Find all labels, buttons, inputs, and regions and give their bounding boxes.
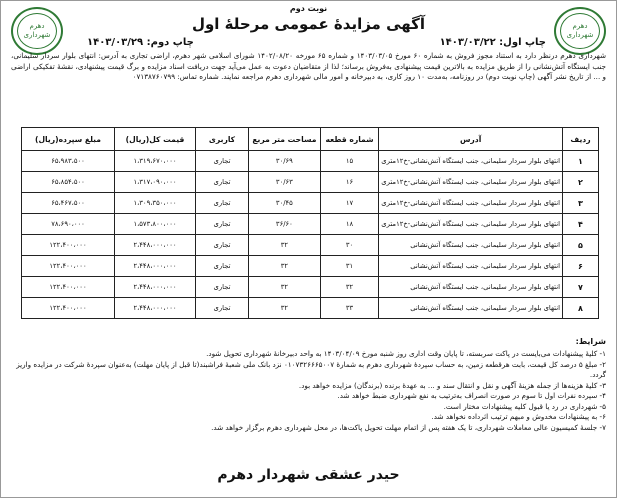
cell-address: انتهای بلوار سردار سلیمانی، جنب ایستگاه آتش‌نشانی bbox=[379, 277, 563, 298]
cell-total-price: ۱،۳۰۹،۳۵۰،۰۰۰ bbox=[114, 193, 195, 214]
cell-area: ۳۲ bbox=[249, 298, 321, 319]
cell-area: ۳۲ bbox=[249, 277, 321, 298]
cell-address: انتهای بلوار سردار سلیمانی، جنب ایستگاه آتش‌نشانی bbox=[379, 256, 563, 277]
table-row bbox=[22, 277, 599, 298]
col-address: آدرس bbox=[379, 128, 563, 151]
cell-address: انتهای بلوار سردار سلیمانی، جنب ایستگاه آتش‌نشانی-خ۱۲متری bbox=[379, 193, 563, 214]
cell-total-price: ۲،۴۴۸،۰۰۰،۰۰۰ bbox=[114, 298, 195, 319]
cell-total-price: ۲،۴۴۸،۰۰۰،۰۰۰ bbox=[114, 256, 195, 277]
cell-parcel-number: ۳۱ bbox=[320, 256, 379, 277]
cell-address: انتهای بلوار سردار سلیمانی، جنب ایستگاه آتش‌نشانی-خ۱۲متری bbox=[379, 151, 563, 172]
cell-row-number: ۱ bbox=[562, 151, 598, 172]
condition-item: ۷- جلسهٔ کمیسیون عالی معاملات شهرداری، تا یک هفته پس از اتمام مهلت تحویل پاکت‌ها، در محل شهرداری دهرم برگزار خواهد شد. bbox=[211, 422, 606, 432]
cell-usage: تجاری bbox=[196, 235, 249, 256]
cell-area: ۳۶/۶۰ bbox=[249, 214, 321, 235]
condition-item: ۱- کلیهٔ پیشنهادات می‌بایست در پاکت سربسته، تا پایان وقت اداری روز شنبه مورخ ۱۴۰۳/۰۴/۰۹ به واحد دبیرخانهٔ شهرداری تحویل شود. bbox=[206, 349, 606, 358]
cell-usage: تجاری bbox=[196, 277, 249, 298]
cell-usage: تجاری bbox=[196, 256, 249, 277]
table-row bbox=[22, 298, 599, 319]
cell-row-number: ۸ bbox=[562, 298, 598, 319]
conditions-title: شرایط: bbox=[575, 337, 606, 346]
first-publish-date: چاپ اول: ۱۴۰۳/۰۳/۲۲ bbox=[439, 37, 546, 48]
cell-usage: تجاری bbox=[196, 214, 249, 235]
cell-total-price: ۱،۵۷۳،۸۰۰،۰۰۰ bbox=[114, 214, 195, 235]
condition-item: ۲- مبلغ ۵ درصد کل قیمت، بابت هرقطعه زمین، به حساب سپردهٔ شهرداری دهرم به شمارهٔ ۰۱۰۷۳۲۶۶۶۵۰۰۷ نزد بانک ملی شعبهٔ فراشبند(تا قبل از پایان مهلت) به‌عنوان سپردهٔ شرکت در مزایده واریز گردد. bbox=[16, 359, 606, 379]
notice-title: آگهی مزایدهٔ عمومی مرحلهٔ اول bbox=[191, 15, 426, 33]
cell-deposit: ۱۲۲،۴۰۰،۰۰۰ bbox=[22, 298, 115, 319]
col-row: ردیف bbox=[562, 128, 598, 151]
mayor-signature: حیدر عشقی شهردار دهرم bbox=[217, 467, 400, 483]
col-area: مساحت متر مربع bbox=[249, 128, 321, 151]
intro-paragraph: شهرداری دهرم درنظر دارد به استناد مجوز فروش به شماره ۶۰ مورخ ۱۴۰۳/۰۳/۰۵ و شماره ۶۵ مورخه ۱۴۰۲/۰۸/۲۰ شورای اسلامی شهر دهرم، اراضی تجاری به آدرس: انتهای بلوار سردار سلیمانی، جنب ایستگاه آتش‌نشانی را از طریق مزایده به بالاترین قیمت پیشنهادی به‌فروش برساند؛ لذا از متقاضیان دعوت به عمل می‌آید جهت دریافت اسناد مزایده و برگ قیمت پیشنهادی، نقشهٔ تفکیکی اراضی و ... از تاریخ نشر آگهی (چاپ نوبت دوم) در روزنامه، به‌مدت ۱۰ روز کاری، به دبیرخانه و امور مالی شهرداری دهرم مراجعه نمایند. شماره تماس: ۰۷۱۳۸۷۶۰۷۹۹ bbox=[11, 51, 606, 81]
cell-deposit: ۱۲۲،۴۰۰،۰۰۰ bbox=[22, 235, 115, 256]
cell-total-price: ۱،۳۱۷،۰۹۰،۰۰۰ bbox=[114, 172, 195, 193]
col-total-price: قیمت کل(ریال) bbox=[114, 128, 195, 151]
logo-emblem: دهرم شهرداری bbox=[17, 13, 57, 49]
cell-address: انتهای بلوار سردار سلیمانی، جنب ایستگاه آتش‌نشانی bbox=[379, 298, 563, 319]
cell-deposit: ۶۵،۴۶۷،۵۰۰ bbox=[22, 193, 115, 214]
table-row bbox=[22, 151, 599, 172]
cell-deposit: ۱۲۲،۴۰۰،۰۰۰ bbox=[22, 256, 115, 277]
cell-parcel-number: ۳۳ bbox=[320, 298, 379, 319]
cell-area: ۳۰/۶۹ bbox=[249, 151, 321, 172]
cell-area: ۳۲ bbox=[249, 256, 321, 277]
cell-row-number: ۷ bbox=[562, 277, 598, 298]
conditions-list bbox=[11, 349, 606, 433]
cell-area: ۳۰/۶۳ bbox=[249, 172, 321, 193]
cell-area: ۳۲ bbox=[249, 235, 321, 256]
cell-deposit: ۶۵،۸۵۴،۵۰۰ bbox=[22, 172, 115, 193]
cell-deposit: ۷۸،۶۹۰،۰۰۰ bbox=[22, 214, 115, 235]
table-row bbox=[22, 214, 599, 235]
cell-parcel-number: ۳۰ bbox=[320, 235, 379, 256]
condition-item: ۶- به پیشنهادات مخدوش و مبهم ترتیب اثرداده نخواهد شد. bbox=[431, 412, 606, 421]
cell-parcel-number: ۳۲ bbox=[320, 277, 379, 298]
condition-item: ۳- کلیهٔ هزینه‌ها از جمله هزینهٔ آگهی و نقل و انتقال سند و ... به عهدهٔ برنده (برندگان) مزایده خواهد بود. bbox=[298, 380, 606, 390]
cell-parcel-number: ۱۵ bbox=[320, 151, 379, 172]
cell-usage: تجاری bbox=[196, 172, 249, 193]
table-row bbox=[22, 193, 599, 214]
cell-row-number: ۳ bbox=[562, 193, 598, 214]
cell-usage: تجاری bbox=[196, 151, 249, 172]
cell-usage: تجاری bbox=[196, 298, 249, 319]
cell-area: ۳۰/۴۵ bbox=[249, 193, 321, 214]
table-row bbox=[22, 235, 599, 256]
cell-total-price: ۲،۴۴۸،۰۰۰،۰۰۰ bbox=[114, 235, 195, 256]
cell-row-number: ۲ bbox=[562, 172, 598, 193]
col-deposit: مبلغ سپرده(ریال) bbox=[22, 128, 115, 151]
cell-deposit: ۱۲۲،۴۰۰،۰۰۰ bbox=[22, 277, 115, 298]
parcels-table bbox=[21, 127, 599, 319]
cell-parcel-number: ۱۶ bbox=[320, 172, 379, 193]
second-publish-date: چاپ دوم: ۱۴۰۳/۰۳/۲۹ bbox=[87, 37, 194, 48]
cell-usage: تجاری bbox=[196, 193, 249, 214]
table-header-row bbox=[22, 128, 599, 151]
cell-address: انتهای بلوار سردار سلیمانی، جنب ایستگاه آتش‌نشانی-خ۱۲متری bbox=[379, 214, 563, 235]
cell-address: انتهای بلوار سردار سلیمانی، جنب ایستگاه آتش‌نشانی-خ۱۲متری bbox=[379, 172, 563, 193]
cell-parcel-number: ۱۸ bbox=[320, 214, 379, 235]
publication-round: نوبت دوم bbox=[289, 4, 328, 13]
cell-row-number: ۴ bbox=[562, 214, 598, 235]
table-row bbox=[22, 172, 599, 193]
col-parcel-number: شماره قطعه bbox=[320, 128, 379, 151]
cell-address: انتهای بلوار سردار سلیمانی، جنب ایستگاه آتش‌نشانی bbox=[379, 235, 563, 256]
cell-deposit: ۶۵،۹۸۳،۵۰۰ bbox=[22, 151, 115, 172]
table-row bbox=[22, 256, 599, 277]
condition-item: ۴- سپرده نفرات اول تا سوم در صورت انصراف به‌ترتیب به نفع شهرداری ضبط خواهد شد. bbox=[337, 391, 606, 400]
logo-emblem: دهرم شهرداری bbox=[560, 13, 600, 49]
cell-parcel-number: ۱۷ bbox=[320, 193, 379, 214]
cell-total-price: ۲،۴۴۸،۰۰۰،۰۰۰ bbox=[114, 277, 195, 298]
cell-total-price: ۱،۳۱۹،۶۷۰،۰۰۰ bbox=[114, 151, 195, 172]
cell-row-number: ۵ bbox=[562, 235, 598, 256]
condition-item: ۵- شهرداری در رد یا قبول کلیه پیشنهادات مختار است. bbox=[443, 401, 606, 411]
cell-row-number: ۶ bbox=[562, 256, 598, 277]
col-usage: کاربری bbox=[196, 128, 249, 151]
